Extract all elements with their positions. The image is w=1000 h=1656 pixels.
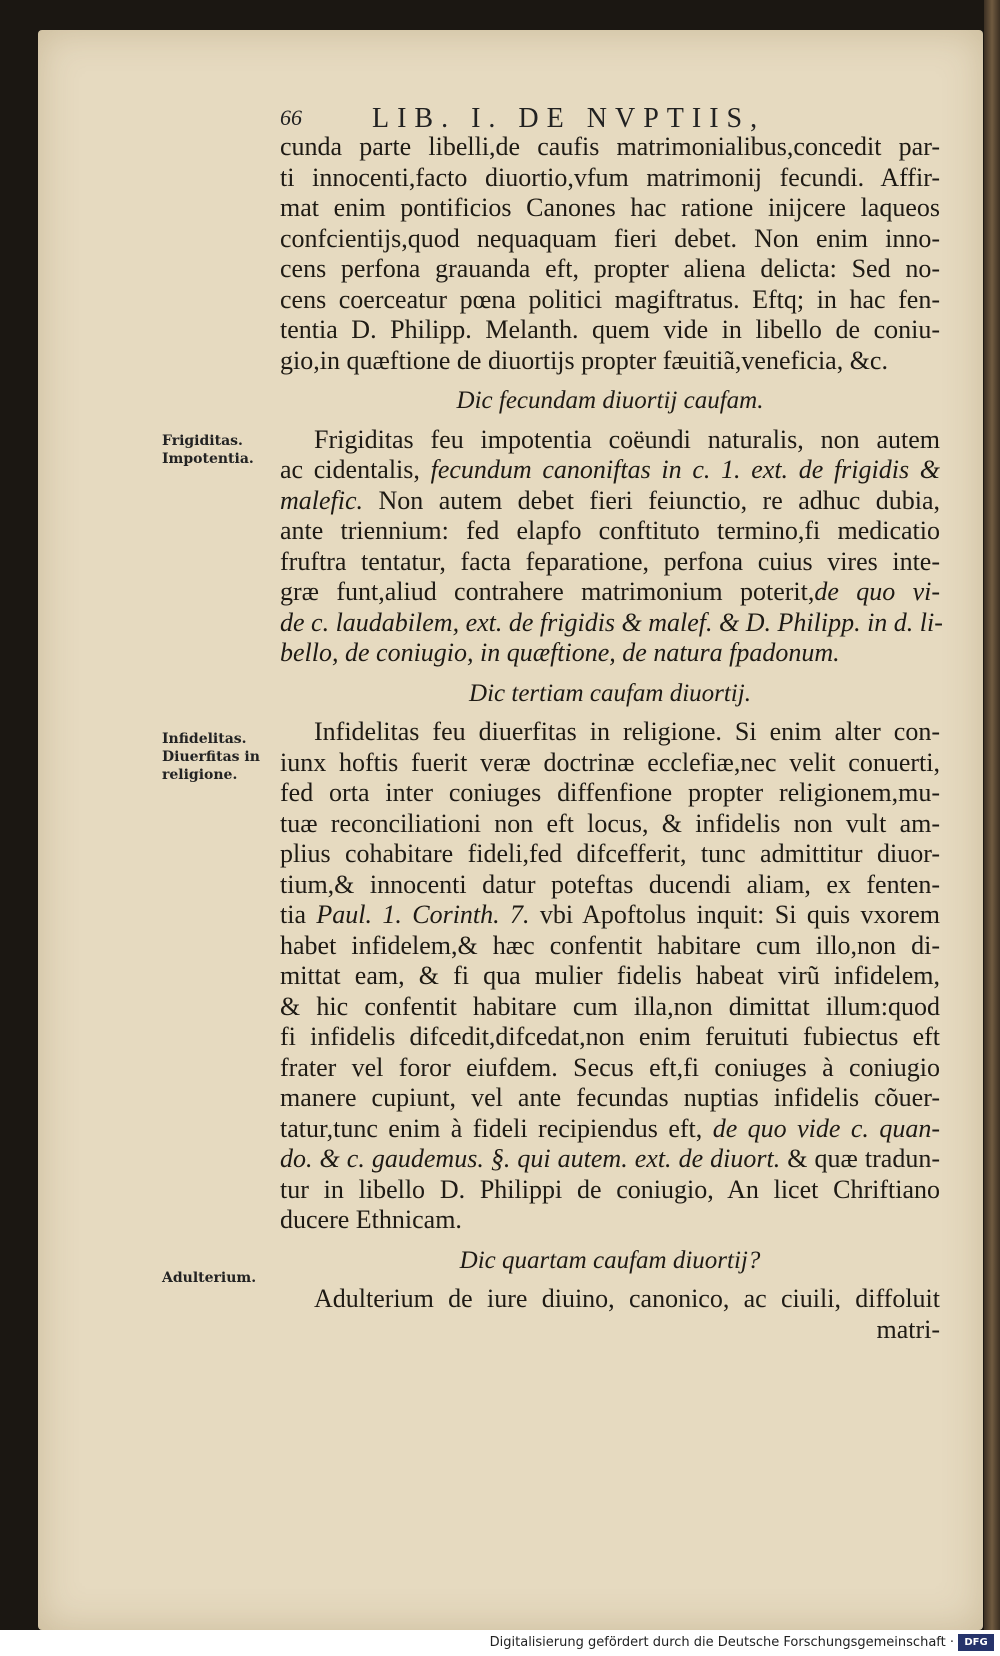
text-line: fruftra tentatur, facta feparatione, perfona cuius vires inte- bbox=[280, 546, 940, 576]
text-line: ti innocenti,facto diuortio,vfum matrimonij fecundi. Affir- bbox=[280, 162, 940, 192]
text-line: mat enim pontificios Canones hac ratione inijcere laqueos bbox=[280, 193, 940, 222]
question-heading-3: Dic tertiam caufam diuortij. bbox=[469, 679, 751, 707]
page-edge bbox=[984, 0, 1000, 1630]
text-line: fed orta inter coniuges diffenfione propter religionem,mu- bbox=[280, 778, 940, 807]
text-line: ac cidentalis, fecundum canoniftas in c. 1. ext. de frigidis & bbox=[280, 455, 941, 484]
text-line: manere cupiunt, vel ante fecundas nuptias infidelis cõuer- bbox=[280, 1083, 940, 1112]
text-line: tatur,tunc enim à fideli recipiendus eft, de quo vide c. quan- bbox=[280, 1113, 940, 1143]
text-line: frater vel foror eiufdem. Secus eft,fi coniuges à coniugio bbox=[280, 1052, 940, 1082]
margin-note-adulterium: Adulterium. bbox=[162, 1270, 257, 1286]
text-line: malefic. Non autem debet fieri feiunctio, re adhuc dubia, bbox=[280, 485, 940, 515]
text-line: iunx hoftis fuerit veræ doctrinæ ecclefiæ,nec velit conuerti, bbox=[280, 747, 940, 777]
footer-bar bbox=[0, 1630, 1000, 1656]
text-line: Infidelitas feu diuerfitas in religione. Si enim alter con- bbox=[314, 717, 940, 746]
text-line: tia Paul. 1. Corinth. 7. vbi Apoftolus inquit: Si quis vxorem bbox=[280, 900, 940, 929]
text-line: tur in libello D. Philippi de coniugio, An licet Chriftiano bbox=[280, 1174, 940, 1204]
text-line: tuæ reconciliationi non eft locus, & infidelis non vult am- bbox=[280, 808, 940, 838]
text-line: de c. laudabilem, ext. de frigidis & malef. & D. Philipp. in d. li- bbox=[280, 607, 943, 637]
page-number: 66 bbox=[280, 105, 302, 130]
question-heading-2: Dic fecundam diuortij caufam. bbox=[456, 387, 764, 414]
margin-note-frigiditas: Frigiditas. Impotentia. bbox=[162, 433, 254, 467]
text-line: plius cohabitare fideli,fed difcefferit, tunc admittitur diuor- bbox=[280, 839, 940, 868]
text-line: habet infidelem,& hæc confentit habitare cum illo,non di- bbox=[280, 930, 940, 960]
text-line: & hic confentit habitare cum illa,non dimittat illum:quod bbox=[280, 991, 940, 1021]
main-text bbox=[280, 132, 943, 1345]
text-line: cens coerceatur pœna politici magiftratus. Eftq; in hac fen- bbox=[280, 284, 940, 314]
text-line: ducere Ethnicam. bbox=[280, 1205, 462, 1234]
text-line: tentia D. Philipp. Melanth. quem vide in libello de coniu- bbox=[280, 315, 940, 344]
text-line: tium,& innocenti datur poteftas ducendi aliam, ex fenten- bbox=[280, 869, 940, 899]
paragraph-block-4 bbox=[280, 1284, 940, 1345]
text-line: do. & c. gaudemus. §. qui autem. ext. de diuort. & quæ tradun- bbox=[280, 1144, 940, 1173]
text-line: confcientijs,quod nequaquam fieri debet. Non enim inno- bbox=[280, 223, 940, 253]
paragraph-block-3 bbox=[280, 717, 940, 1236]
margin-note-infidelitas: Infidelitas. Diuerfitas in religione. bbox=[162, 731, 260, 783]
paragraph-block-1 bbox=[280, 132, 940, 376]
text-line: cens perfona grauanda eft, propter aliena delicta: Sed no- bbox=[280, 254, 940, 283]
text-line: Adulterium de iure diuino, canonico, ac ciuili, diffoluit bbox=[314, 1284, 940, 1313]
page-header bbox=[0, 105, 1000, 135]
text-line: fi infidelis difcedit,difcedat,non enim feruituti fubiectus eft bbox=[280, 1022, 940, 1051]
running-title: LIB. I. DE NVPTIIS, bbox=[372, 103, 766, 134]
text-line: cunda parte libelli,de caufis matrimonialibus,concedit par- bbox=[280, 132, 940, 161]
text-line: ante triennium: fed elapfo conftituto termino,fi medicatio bbox=[280, 516, 940, 545]
question-heading-4: Dic quartam caufam diuortij? bbox=[459, 1246, 761, 1274]
text-line: Frigiditas feu impotentia coëundi naturalis, non autem bbox=[314, 424, 940, 454]
paragraph-block-2 bbox=[280, 424, 943, 669]
text-line: gio,in quæftione de diuortijs propter fæuitiã,veneficia, &c. bbox=[280, 345, 888, 375]
footer-credit: Digitalisierung gefördert durch die Deutsche Forschungsgemeinschaft · bbox=[489, 1635, 954, 1650]
text-line: mittat eam, & fi qua mulier fidelis habeat virũ infidelem, bbox=[280, 961, 940, 990]
dfg-logo: DFG bbox=[958, 1634, 994, 1651]
text-line: græ funt,aliud contrahere matrimonium poterit,de quo vi- bbox=[280, 577, 940, 606]
text-line: bello, de coniugio, in quæftione, de natura fpadonum. bbox=[280, 638, 840, 667]
text-line: matri- bbox=[876, 1314, 940, 1344]
